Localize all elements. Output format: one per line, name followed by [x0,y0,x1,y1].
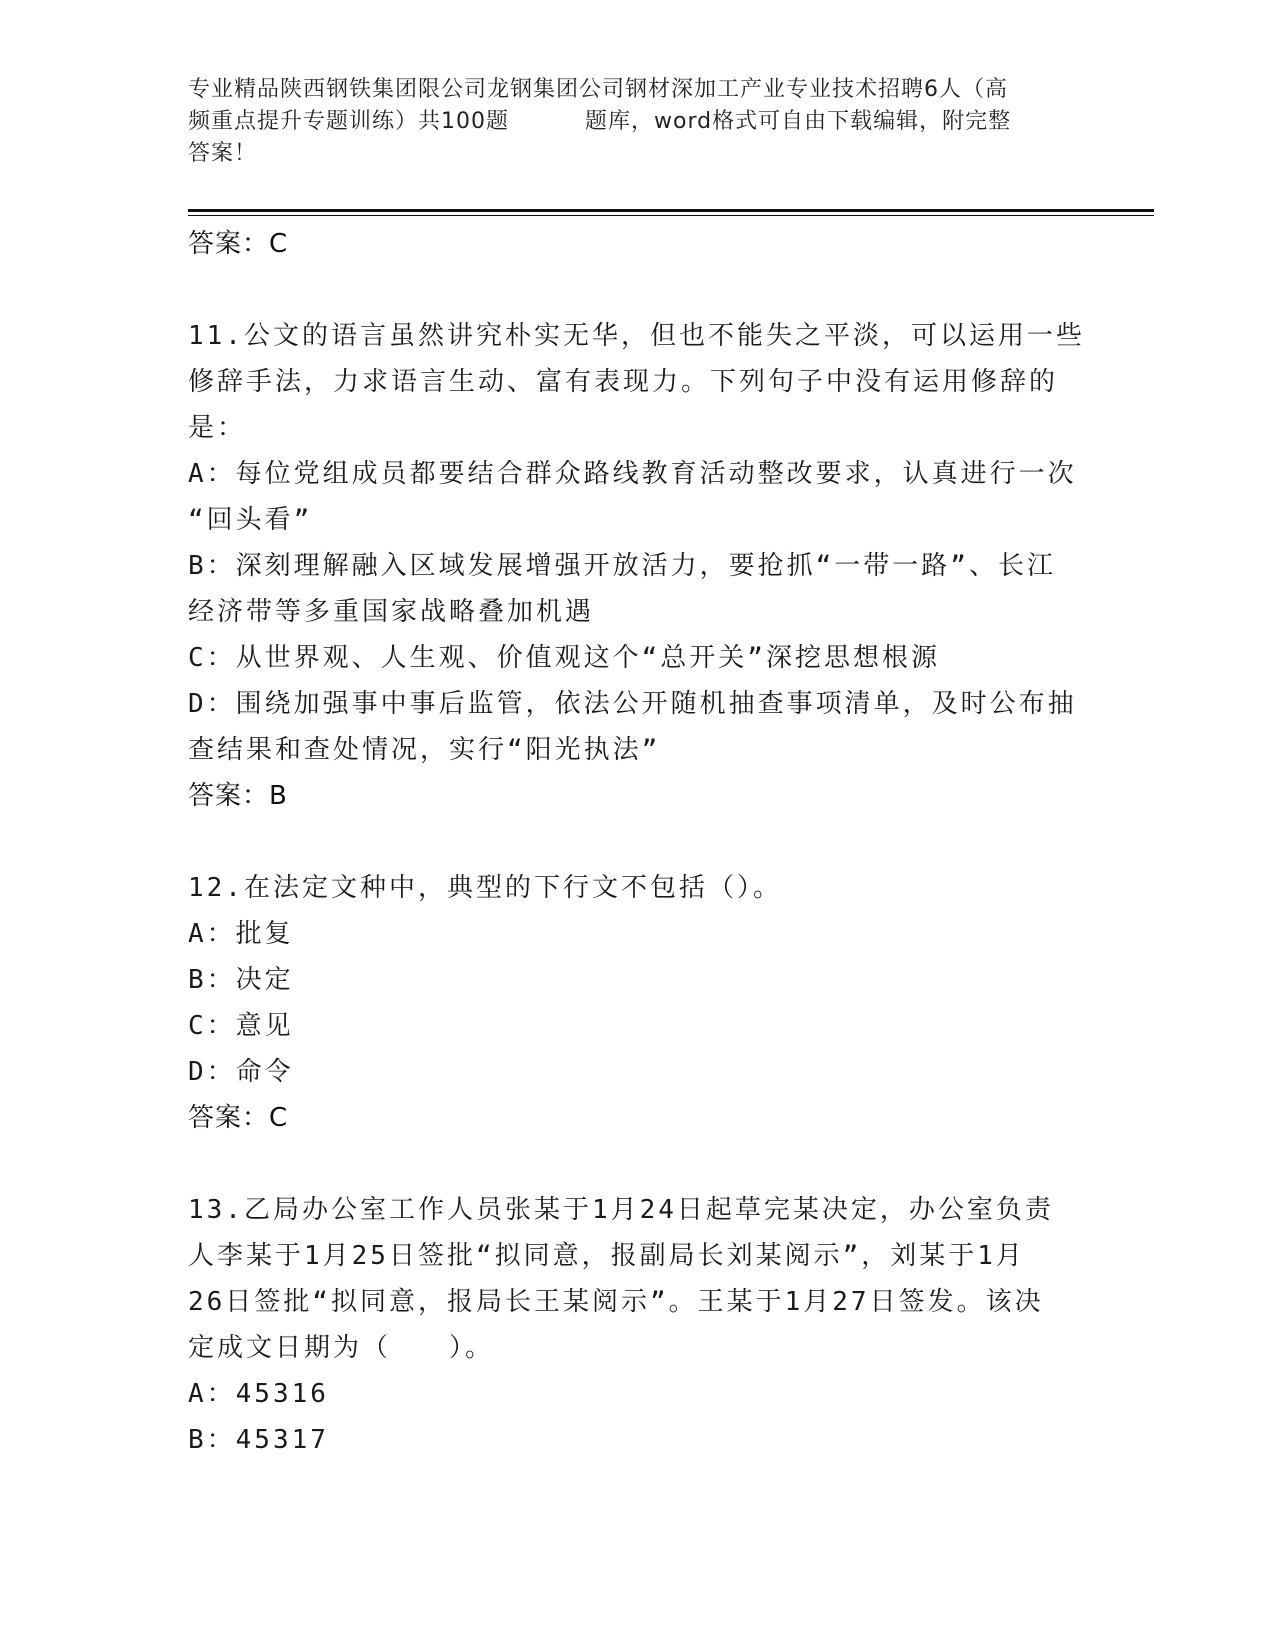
header-line: 专业精品陕西钢铁集团限公司龙钢集团公司钢材深加工产业专业技术招聘6人（高 [188,77,1008,102]
option-c: C：从世界观、人生观、价值观这个“总开关”深挖思想根源 [188,643,940,673]
header-line-part: 题库，word格式可自由下载编辑，附完整 [585,109,1012,134]
option-a: A：45316 [188,1379,329,1409]
option-d-cont: 查结果和查处情况，实行“阳光执法” [188,735,661,765]
question-stem-line: 定成文日期为（ ）。 [188,1333,495,1363]
option-b-cont: 经济带等多重国家战略叠加机遇 [188,597,595,627]
question-stem-line: 11.公文的语言虽然讲究朴实无华，但也不能失之平淡，可以运用一些 [188,321,1085,351]
question-stem-line: 是： [188,413,247,443]
option-b: B：决定 [188,965,294,995]
answer-line: 答案：C [188,1103,289,1133]
question-stem-line: 修辞手法，力求语言生动、富有表现力。下列句子中没有运用修辞的 [188,367,1059,397]
question-13 [188,1187,1088,1463]
header-divider-thick [188,209,1154,212]
header-line: 答案！ [188,141,258,166]
question-12 [188,865,1088,1095]
question-11 [188,313,1088,773]
answer-line: 答案：B [188,781,288,811]
document-header [188,74,1088,170]
option-a: A：批复 [188,919,294,949]
header-line [188,106,1088,138]
header-line-part: 频重点提升专题训练）共100题 [188,109,509,134]
question-stem-line: 26日签批“拟同意，报局长王某阅示”。王某于1月27日签发。该决 [188,1287,1044,1317]
question-content [188,221,1088,1463]
question-stem-line: 12.在法定文种中，典型的下行文不包括（）。 [188,873,782,903]
header-divider-thin [188,215,1154,216]
option-d: D：命令 [188,1057,294,1087]
option-a-cont: “回头看” [188,505,313,535]
question-stem-line: 13.乙局办公室工作人员张某于1月24日起草完某决定，办公室负责 [188,1195,1054,1225]
option-c: C：意见 [188,1011,294,1041]
option-a: A：每位党组成员都要结合群众路线教育活动整改要求，认真进行一次 [188,459,1077,489]
question-stem-line: 人李某于1月25日签批“拟同意，报副局长刘某阅示”，刘某于1月 [188,1241,1025,1271]
option-d: D：围绕加强事中事后监管，依法公开随机抽查事项清单，及时公布抽 [188,689,1077,719]
answer-line: 答案：C [188,229,289,259]
option-b: B：45317 [188,1425,329,1455]
option-b: B：深刻理解融入区域发展增强开放活力，要抢抓“一带一路”、长江 [188,551,1056,581]
